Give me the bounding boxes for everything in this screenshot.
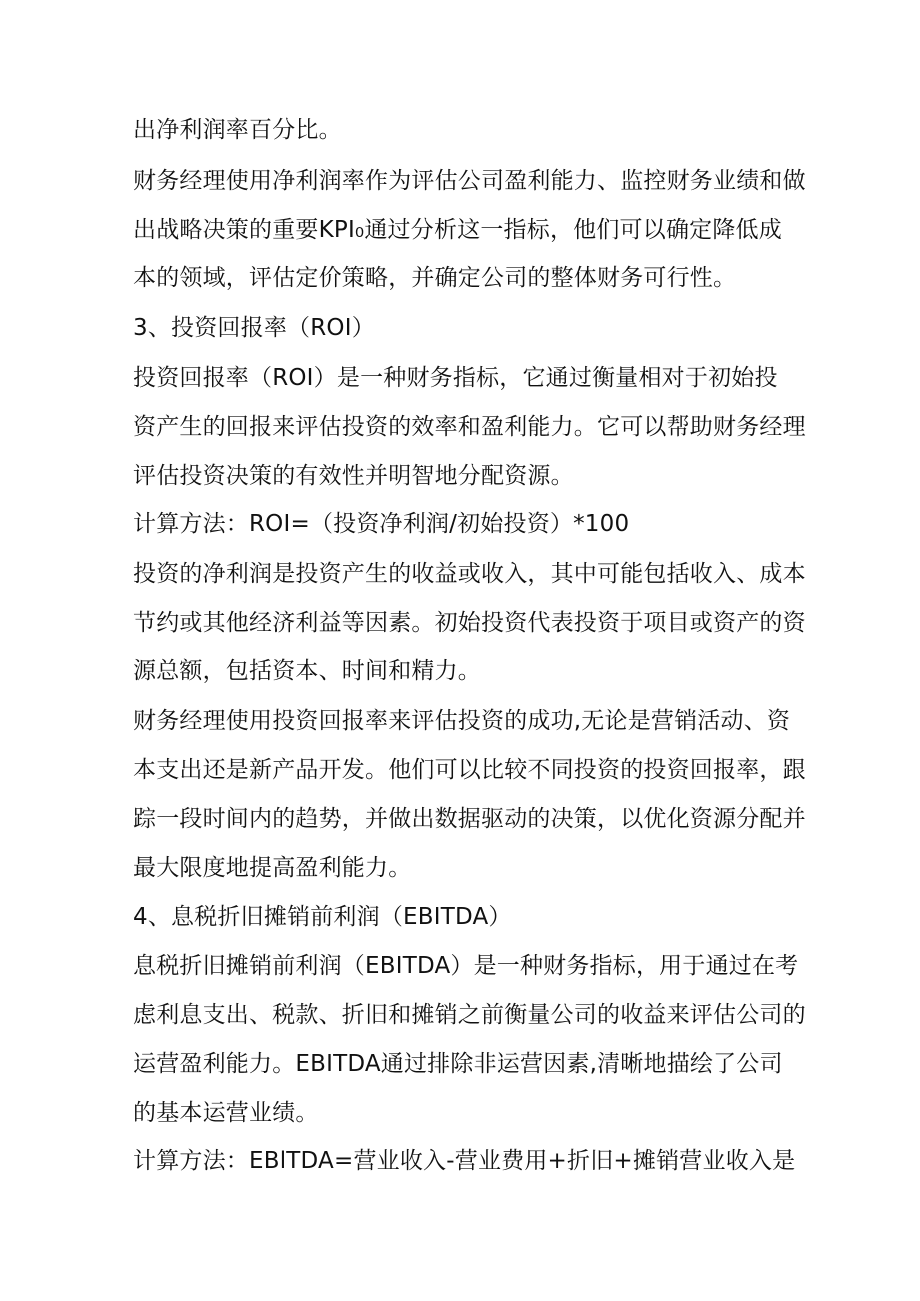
paragraph-line: 源总额，包括资本、时间和精力。 (133, 658, 481, 684)
paragraph-line: 财务经理使用投资回报率来评估投资的成功,无论是营销活动、资 (133, 708, 791, 734)
paragraph-line: 投资回报率（ROI）是一种财务指标，它通过衡量相对于初始投 (133, 365, 778, 391)
paragraph-line: 节约或其他经济利益等因素。初始投资代表投资于项目或资产的资 (133, 610, 806, 636)
paragraph-line: 的基本运营业绩。 (133, 1100, 319, 1126)
paragraph-line: 财务经理使用净利润率作为评估公司盈利能力、监控财务业绩和做 (133, 168, 806, 194)
paragraph-line: 出战略决策的重要KPI₀通过分析这一指标，他们可以确定降低成 (133, 217, 782, 243)
paragraph-line: 踪一段时间内的趋势，并做出数据驱动的决策，以优化资源分配并 (133, 806, 806, 832)
paragraph-line: 本的领域，评估定价策略，并确定公司的整体财务可行性。 (133, 265, 737, 291)
section-heading-ebitda: 4、息税折旧摊销前利润（EBITDA） (133, 904, 512, 930)
paragraph-line: 评估投资决策的有效性并明智地分配资源。 (133, 463, 574, 489)
paragraph-line: 本支出还是新产品开发。他们可以比较不同投资的投资回报率，跟 (133, 757, 806, 783)
formula-line: 计算方法：ROI=（投资净利润/初始投资）*100 (133, 511, 630, 537)
paragraph-line: 最大限度地提高盈利能力。 (133, 855, 412, 881)
paragraph-line: 运营盈利能力。EBITDA通过排除非运营因素,清晰地描绘了公司 (133, 1051, 783, 1077)
paragraph-line: 息税折旧摊销前利润（EBITDA）是一种财务指标，用于通过在考 (133, 953, 799, 979)
section-heading-roi: 3、投资回报率（ROI） (133, 315, 375, 341)
paragraph-line: 资产生的回报来评估投资的效率和盈利能力。它可以帮助财务经理 (133, 414, 806, 440)
paragraph-line: 虑利息支出、税款、折旧和摊销之前衡量公司的收益来评估公司的 (133, 1002, 806, 1028)
paragraph-line: 出净利润率百分比。 (133, 117, 342, 143)
paragraph-line: 投资的净利润是投资产生的收益或收入，其中可能包括收入、成本 (133, 561, 806, 587)
formula-line: 计算方法：EBlTDA=营业收入-营业费用+折旧+摊销营业收入是 (133, 1148, 796, 1174)
